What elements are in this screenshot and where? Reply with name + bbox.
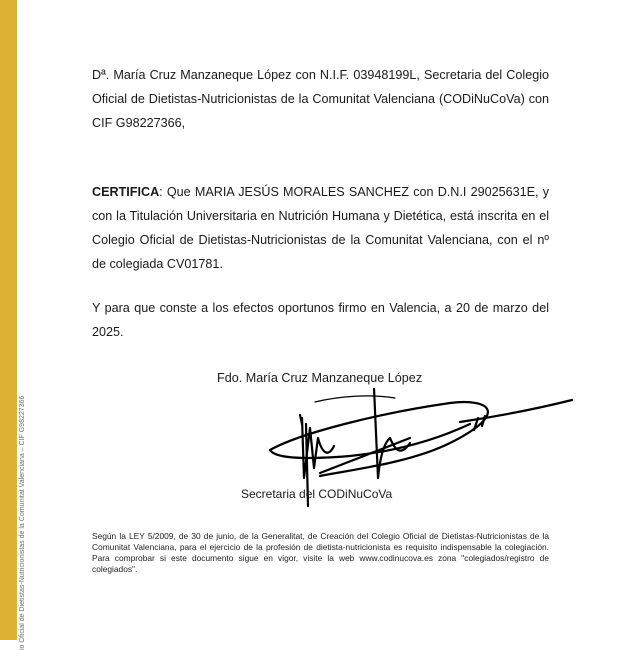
legal-footnote: Según la LEY 5/2009, de 30 de junio, de la Generalitat, de Creación del Colegio Oficial de Dietistas-Nutricionistas de la Comunitat Valenciana, para el ejercicio de la profesión de dietista-nutricionista es requisito indispensable la colegiación. Para comprobar si este documento sigue en vigor, visite la web www.codinucova.es zona "colegiados/registro de colegiados".: [92, 531, 549, 574]
closing-text: Y para que conste a los efectos oportunos firmo en Valencia, a 20 de marzo del 2025.: [92, 301, 549, 339]
certification-text: : Que MARIA JESÚS MORALES SANCHEZ con D.N.I 29025631E, y con la Titulación Universitaria en Nutrición Humana y Dietética, está inscrita en el Colegio Oficial de Dietistas-Nutricionistas de la Comunitat Valenciana, con el nº de colegiada CV01781.: [92, 185, 549, 271]
accent-side-bar: [0, 0, 17, 640]
closing-paragraph: [92, 296, 549, 344]
signer-role: Secretaria del CODiNuCoVa: [241, 487, 393, 501]
signer-name: Fdo. María Cruz Manzaneque López: [217, 371, 423, 385]
side-legal-text: io Oficial de Dietistas-Nutricionistas de la Comunitat Valenciana – CIF G98227366: [19, 395, 26, 650]
certification-paragraph: [92, 180, 549, 276]
certifica-label: CERTIFICA: [92, 185, 160, 199]
intro-text: Dª. María Cruz Manzaneque López con N.I.F. 03948199L, Secretaria del Colegio Oficial de Dietistas-Nutricionistas de la Comunitat Valenciana (CODiNuCoVa) con CIF G98227366,: [92, 68, 549, 130]
intro-paragraph: [92, 63, 549, 135]
side-legal-text-container: [18, 360, 30, 650]
